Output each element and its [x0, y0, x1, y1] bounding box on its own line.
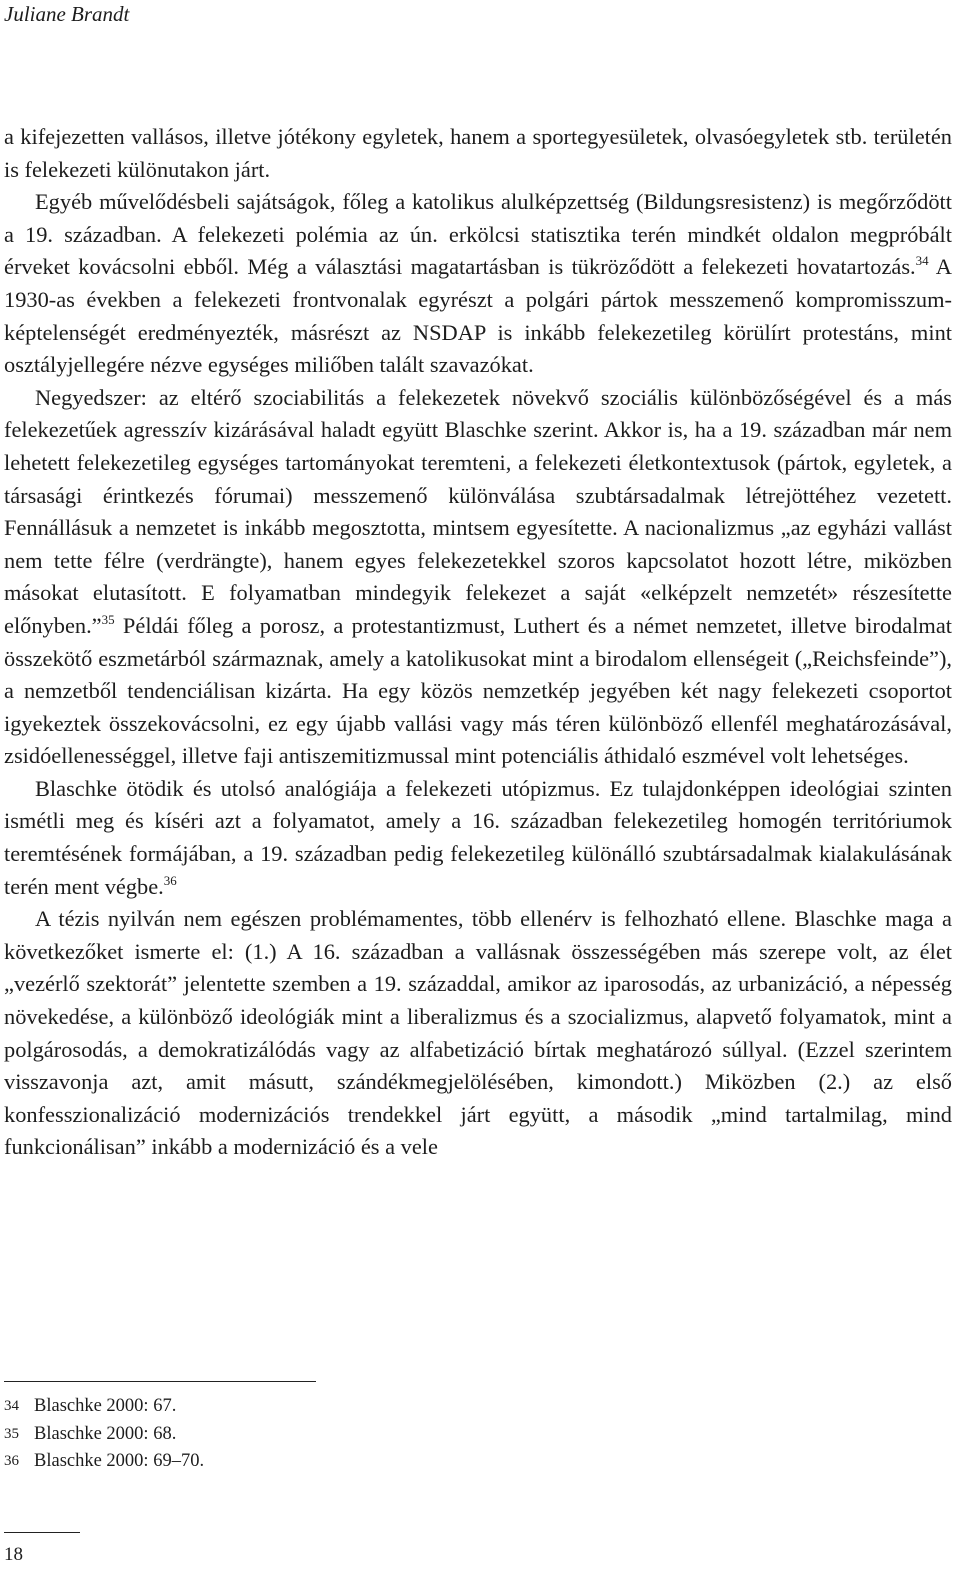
- footnote-number: 36: [4, 1453, 19, 1469]
- footnote-number: 34: [4, 1398, 19, 1414]
- paragraph-text: A tézis nyilván nem egészen problémamentes, több ellenérv is felhozható ellene. Blaschke maga a következőket ismerte el: (1.) A 16. században a vallásnak összességében más szerepe volt, az élet „vezérlő szektorát” jelentette szemben a 19. századdal, amikor az iparosodás, az urbanizáció, a népesség növekedése, a különböző ideológiák mint a liberalizmus és a szocializmus, alapvető folyamatok, mint a polgárosodás, a demokratizálódás vagy az alfabetizáció bírtak meghatározó súllyal. (Ezzel szerintem visszavonja azt, amit másutt, szándékmegjelölésében, kimondott.) Miközben (2.) az első konfesszionalizáció modernizációs trendekkel járt együtt, a második „mind tartalmilag, mind funkcionálisan” inkább a modernizáció és a vele: [4, 906, 952, 1160]
- footnote-text: Blaschke 2000: 68.: [34, 1423, 177, 1444]
- footnote-divider: [4, 1381, 316, 1382]
- footnote-text: Blaschke 2000: 67.: [34, 1396, 177, 1416]
- footnote-34: [4, 1393, 204, 1421]
- footnote-ref-36[interactable]: 36: [163, 872, 177, 888]
- body-text: [4, 121, 952, 1164]
- paragraph-5: [4, 903, 952, 1164]
- footnote-ref-34[interactable]: 34: [915, 253, 929, 269]
- paragraph-4: [4, 773, 952, 903]
- footnote-ref-35[interactable]: 35: [101, 611, 115, 627]
- footnote-35: [4, 1421, 204, 1449]
- footnote-number: 35: [4, 1425, 19, 1442]
- paragraph-2: [4, 186, 952, 382]
- page-number-divider: [4, 1532, 80, 1533]
- paragraph-3: [4, 382, 952, 773]
- paragraph-text: Példái főleg a porosz, a protestantizmust, Luthert és a német nemzetet, illetve birodalmat összekötő eszmetárból származnak, amely a katolikusokat mint a birodalom ellenségeit („Reichsfeinde”), a nemzetből tendenciálisan kizárta. Ha egy közös nemzetkép jegyében két nagy felekezeti csoportot igyekeztek összekovácsolni, ez egy újabb vallási vagy más téren különböző ellenfél meghatározásával, zsidóellenességgel, illetve faji antiszemitizmussal mint potenciális áthidaló eszmével volt lehetséges.: [4, 612, 952, 769]
- footnote-36: [4, 1448, 204, 1476]
- paragraph-text: a kifejezetten vallásos, illetve jótékony egyletek, hanem a sportegyesületek, olvasóegyletek stb. területén is felekezeti különutakon járt.: [4, 124, 952, 182]
- paragraph-text: Blaschke ötödik és utolsó analógiája a felekezeti utópizmus. Ez tulajdonképpen ideológiai szinten ismétli meg és kíséri azt a folyamatot, amely a 16. században felekezetileg homogén territóriumok teremtésének formájában, a 19. században pedig felekezetileg különálló szubtársadalmak kialakulásának terén ment végbe.: [4, 775, 952, 899]
- paragraph-text: Negyedszer: az eltérő szociabilitás a felekezetek növekvő szociális különbözőségével és a más felekezetűek agresszív kizárásával haladt együtt Blaschke szerint. Akkor is, ha a 19. században már nem lehetett felekezetileg egységes tartományokat teremteni, a felekezeti életkontextusok (pártok, egyletek, a társasági érintkezés fórumai) messzemenő különválása szubtársadalmak létrejöttéhez vezetett. Fennállásuk a nemzetet is inkább megosztotta, mintsem egyesítette. A nacionalizmus „az egyházi vallást nem tette félre (verdrängte), hanem egyes felekezetekkel szoros kapcsolatot hozott létre, miközben másokat elutasított. E folyamatban mindegyik felekezet a saját «elképzelt nemzetét» részesítette előnyben.”: [4, 384, 952, 638]
- paragraph-text: A 1930-as években a felekezeti frontvonalak egyrészt a polgári pártok messzemenő kompromisszum-képtelenségét eredményezték, másrészt az NSDAP is inkább felekezetileg körülírt protestáns, mint osztályjellegére nézve egységes miliőben talált szavazókat.: [4, 254, 952, 378]
- footnote-text: Blaschke 2000: 69–70.: [34, 1451, 205, 1471]
- running-header-author: Juliane Brandt: [4, 2, 130, 26]
- paragraph-text: Egyéb művelődésbeli sajátságok, főleg a katolikus alulképzettség (Bildungsresistenz) is megőrződött a 19. században. A felekezeti polémia az ún. erkölcsi statisztika terén mindkét oldalon megpróbált érveket kovácsolni ebből. Még a választási magatartásban is tükröződött a felekezeti hovatartozás.: [4, 189, 952, 280]
- paragraph-1: [4, 121, 952, 186]
- footnotes: [4, 1393, 204, 1476]
- page-number: 18: [4, 1544, 23, 1565]
